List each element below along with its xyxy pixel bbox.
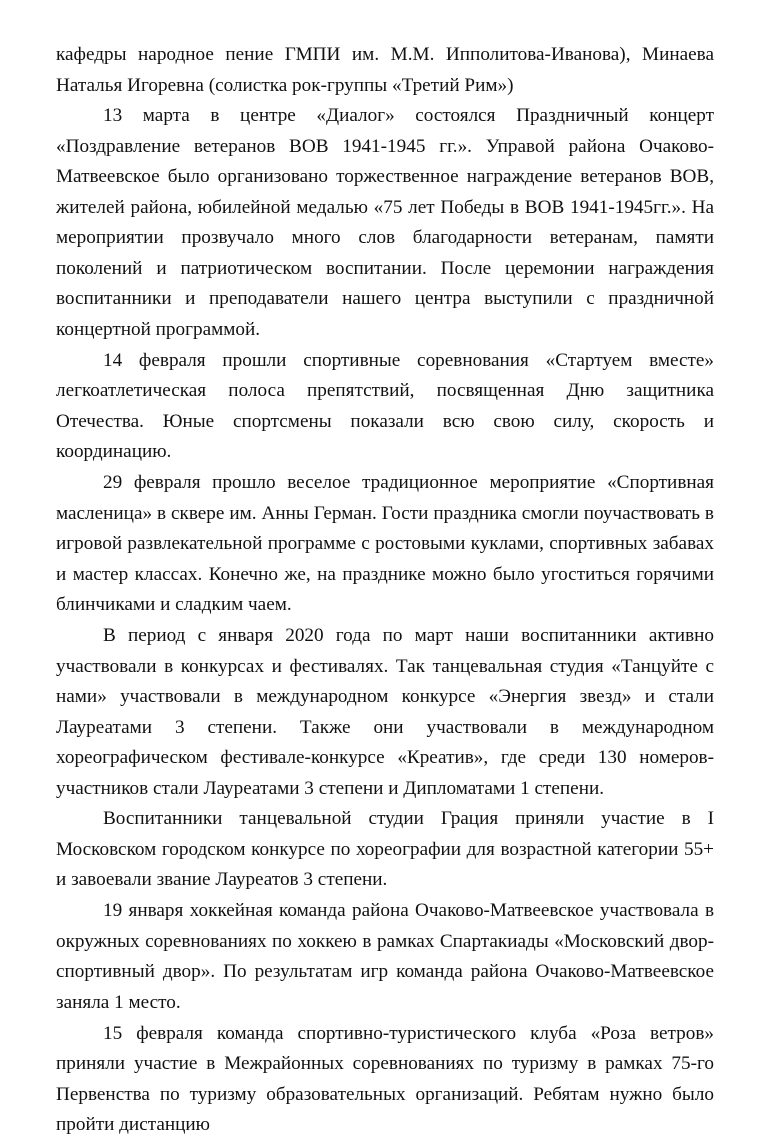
paragraph: кафедры народное пение ГМПИ им. М.М. Ипполитова-Иванова), Минаева Наталья Игоревна (солистка рок-группы «Третий Рим») [56,44,714,96]
paragraph: 14 февраля прошли спортивные соревнования «Стартуем вместе» легкоатлетическая полоса препятствий, посвященная Дню защитника Отечества. Юные спортсмены показали всю свою силу, скорость и координацию. [56,349,714,463]
paragraph: В период с января 2020 года по март наши воспитанники активно участвовали в конкурсах и фестивалях. Так танцевальная студия «Танцуйте с нами» участвовали в международном конкурсе «Энергия звезд» и стали Лауреатами 3 степени. Также они участвовали в международном хореографическом фестивале-конкурсе «Креатив», где среди 130 номеров-участников стали Лауреатами 3 степени и Дипломатами 1 степени. [56,625,714,799]
document-body [56,40,714,1141]
paragraph: 15 февраля команда спортивно-туристического клуба «Роза ветров» приняли участие в Межрайонных соревнованиях по туризму в рамках 75-го Первенства по туризму образовательных организаций. Ребятам нужно было пройти дистанцию [56,1022,714,1136]
paragraph: 13 марта в центре «Диалог» состоялся Праздничный концерт «Поздравление ветеранов ВОВ 1941-1945 гг.». Управой района Очаково-Матвеевское было организовано торжественное награждение ветеранов ВОВ, жителей района, юбилейной медалью «75 лет Победы в ВОВ 1941-1945гг.». На мероприятии прозвучало много слов благодарности ветеранам, памяти поколений и патриотическом воспитании. После церемонии награждения воспитанники и преподаватели нашего центра выступили с праздничной концертной программой. [56,105,714,340]
paragraph: 19 января хоккейная команда района Очаково-Матвеевское участвовала в окружных соревнованиях по хоккею в рамках Спартакиады «Московский двор-спортивный двор». По результатам игр команда района Очаково-Матвеевское заняла 1 место. [56,900,714,1013]
paragraph: Воспитанники танцевальной студии Грация приняли участие в I Московском городском конкурсе по хореографии для возрастной категории 55+ и завоевали звание Лауреатов 3 степени. [56,808,714,891]
paragraph: 29 февраля прошло веселое традиционное мероприятие «Спортивная масленица» в сквере им. Анны Герман. Гости праздника смогли поучаствовать в игровой развлекательной программе с ростовыми куклами, спортивных забавах и мастер классах. Конечно же, на празднике можно было угоститься горячими блинчиками и сладким чаем. [56,472,714,616]
